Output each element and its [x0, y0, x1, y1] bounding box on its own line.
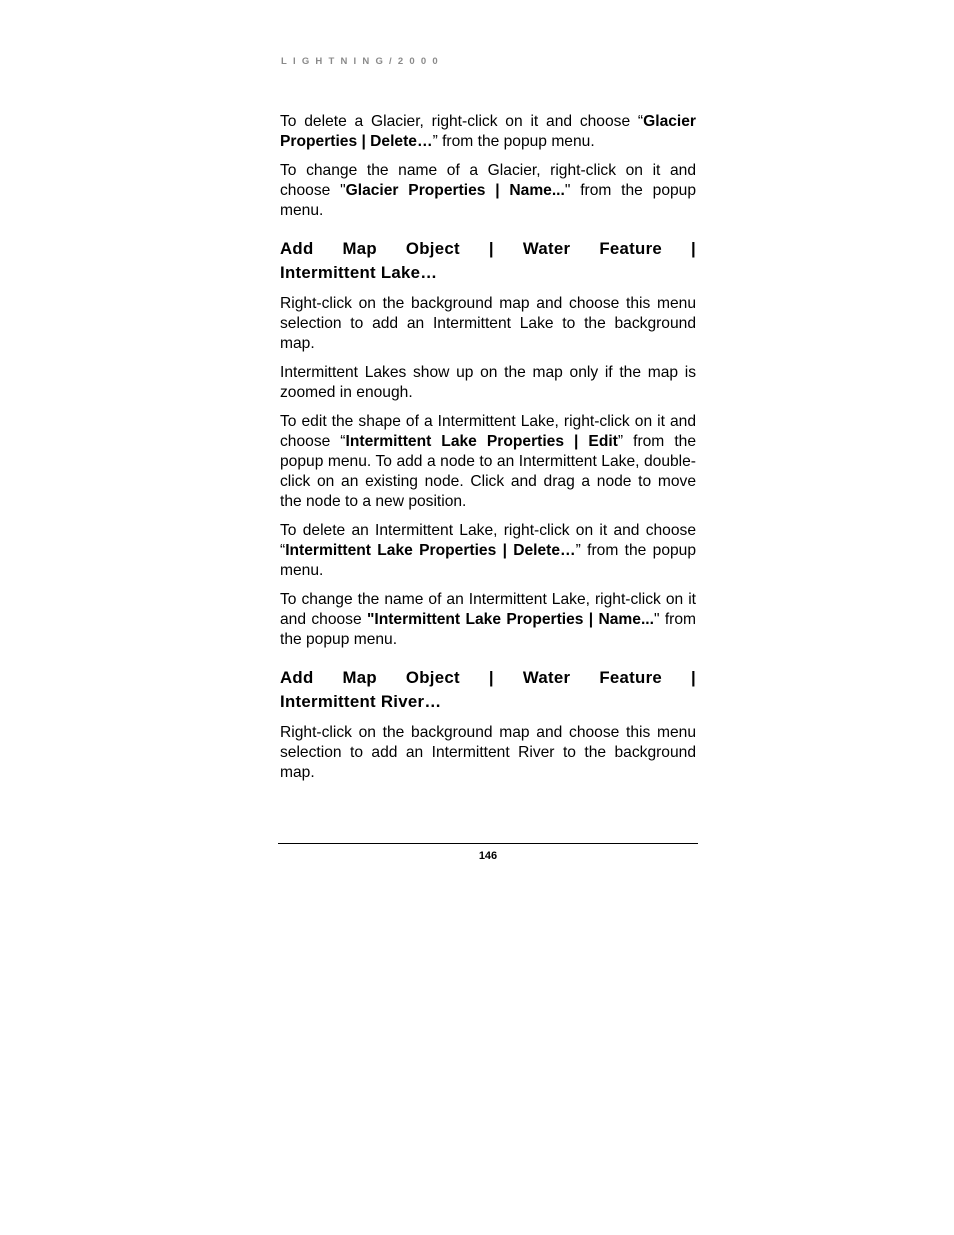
menu-path: Glacier Properties | Delete… [280, 113, 696, 150]
running-header: LIGHTNING/2000 [281, 56, 444, 67]
paragraph-rename-glacier: To change the name of a Glacier, right-click on it and choose "Glacier Properties | Name..." from the popup menu. [280, 162, 697, 219]
paragraph-rename-intermittent-lake: To change the name of an Intermittent Lake, right-click on it and choose "Intermittent Lake Properties | Name..." from the popup menu. [280, 591, 697, 648]
paragraph-delete-intermittent-lake: To delete an Intermittent Lake, right-click on it and choose “Intermittent Lake Properties | Delete…” from the popup menu. [280, 522, 697, 579]
paragraph-zoom-note: Intermittent Lakes show up on the map only if the map is zoomed in enough. [280, 364, 696, 401]
footer-rule [278, 843, 698, 844]
paragraph-edit-intermittent-lake: To edit the shape of a Intermittent Lake, right-click on it and choose “Intermittent Lake Properties | Edit” from the popup menu. To add a node to an Intermittent Lake, double-click on an existing node. Click and drag a node to move the node to a new position. [280, 413, 697, 510]
page-body [280, 112, 696, 792]
menu-path: Glacier Properties | Name... [345, 182, 565, 199]
paragraph-add-intermittent-river: Right-click on the background map and choose this menu selection to add an Intermittent River to the background map. [280, 724, 696, 781]
section-heading-intermittent-lake: Add Map Object | Water Feature | Intermittent Lake… [280, 239, 696, 282]
paragraph-add-intermittent-lake: Right-click on the background map and choose this menu selection to add an Intermittent Lake to the background map. [280, 295, 696, 352]
section-heading-intermittent-river: Add Map Object | Water Feature | Intermittent River… [280, 668, 696, 711]
menu-path: "Intermittent Lake Properties | Name... [366, 611, 654, 628]
menu-path: Intermittent Lake Properties | Delete… [285, 542, 576, 559]
menu-path: Intermittent Lake Properties | Edit [345, 433, 618, 450]
page-number: 146 [478, 850, 498, 862]
paragraph-delete-glacier: To delete a Glacier, right-click on it and choose “Glacier Properties | Delete…” from the popup menu. [280, 113, 696, 150]
